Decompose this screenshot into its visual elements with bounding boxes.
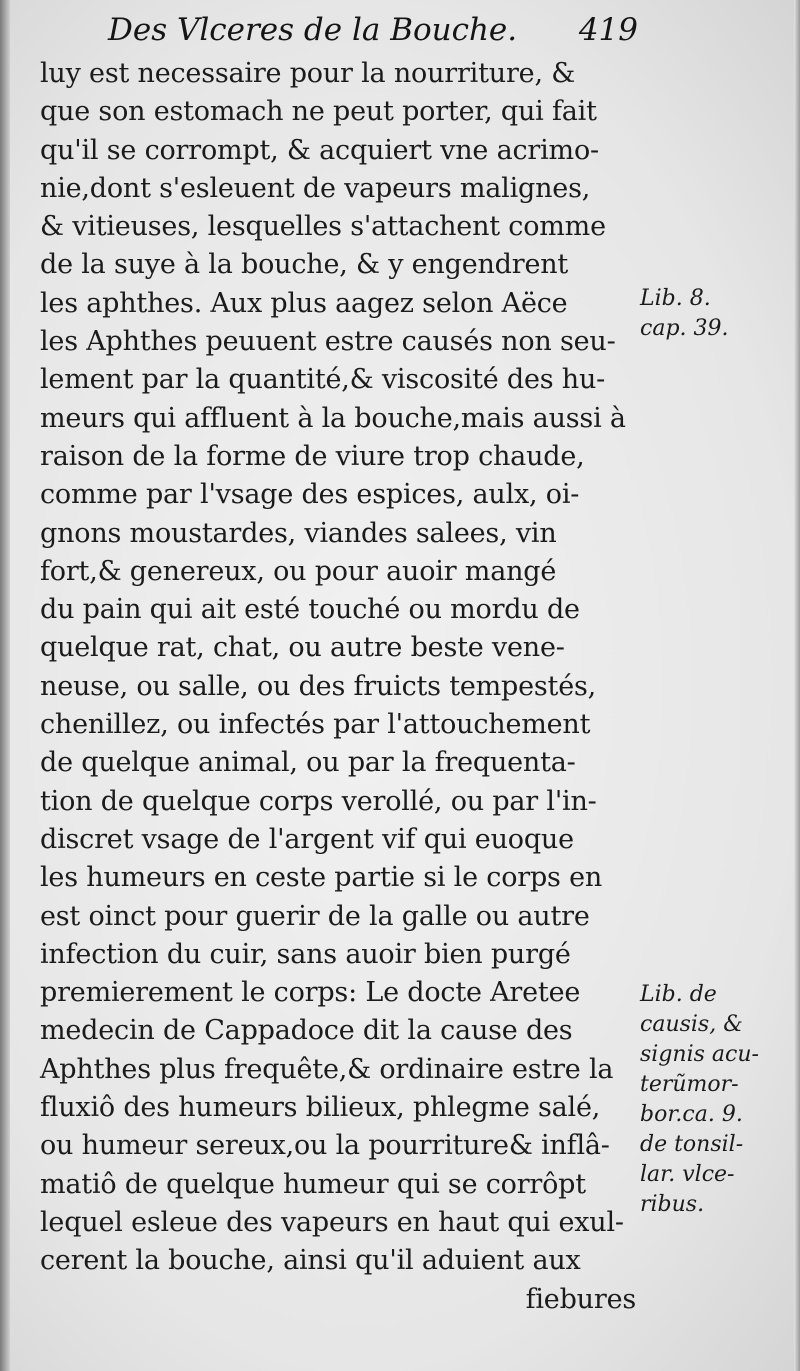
text-line: de quelque animal, ou par la frequenta-: [40, 747, 576, 779]
text-line: comme par l'vsage des espices, aulx, oi-: [40, 479, 580, 511]
page-number: 419: [578, 12, 638, 48]
text-line: & vitieuses, lesquelles s'attachent comme: [40, 211, 606, 243]
text-line: les Aphthes peuuent estre causés non seu-: [40, 326, 616, 358]
text-line: ou humeur sereux,ou la pourriture& inflâ-: [40, 1130, 610, 1162]
text-line: matiô de quelque humeur qui se corrôpt: [40, 1168, 586, 1200]
margin-note-line: ribus.: [640, 1192, 705, 1217]
text-line: fluxiô des humeurs bilieux, phlegme salé,: [40, 1092, 601, 1124]
text-line: de la suye à la bouche, & y engendrent: [40, 249, 569, 281]
margin-note-line: lar. vlce-: [640, 1162, 735, 1187]
text-line: neuse, ou salle, ou des fruicts tempestés,: [40, 670, 597, 702]
text-line: gnons moustardes, viandes salees, vin: [40, 517, 557, 549]
margin-note-line: terũmor-: [640, 1072, 739, 1097]
text-line: du pain qui ait esté touché ou mordu de: [40, 594, 580, 626]
margin-note-line: causis, &: [640, 1012, 743, 1037]
text-line: chenillez, ou infectés par l'attouchement: [40, 709, 591, 741]
text-line: les aphthes. Aux plus aagez selon Aëce: [40, 287, 568, 319]
text-line: luy est necessaire pour la nourriture, &: [40, 58, 576, 89]
margin-note-reference-2: [640, 980, 795, 1220]
text-line: Aphthes plus frequête,& ordinaire estre la: [40, 1053, 614, 1085]
margin-note-reference-1: [640, 284, 790, 344]
page-header: [108, 12, 638, 52]
text-line: lement par la quantité,& viscosité des hu-: [40, 364, 606, 396]
text-line: est oinct pour guerir de la galle ou autre: [40, 900, 590, 932]
text-line: infection du cuir, sans auoir bien purgé: [40, 938, 571, 970]
margin-note-line: Lib. 8.: [640, 286, 711, 311]
margin-note-line: signis acu-: [640, 1042, 759, 1067]
text-line: qu'il se corrompt, & acquiert vne acrimo-: [40, 134, 599, 166]
text-line: raison de la forme de viure trop chaude,: [40, 440, 585, 472]
text-line: cerent la bouche, ainsi qu'il aduient aux: [40, 1245, 581, 1277]
text-line: quelque rat, chat, ou autre beste vene-: [40, 632, 565, 664]
body-text: [40, 55, 636, 1319]
margin-note-line: bor.ca. 9.: [640, 1102, 743, 1127]
running-title: Des Vlceres de la Bouche.: [108, 12, 518, 48]
catchword: fiebures: [525, 1283, 636, 1315]
text-line: que son estomach ne peut porter, qui fait: [40, 96, 597, 128]
text-line: meurs qui affluent à la bouche,mais aussi à: [40, 402, 626, 434]
margin-note-line: Lib. de: [640, 982, 717, 1007]
text-line: discret vsage de l'argent vif qui euoque: [40, 823, 574, 855]
text-line: les humeurs en ceste partie si le corps en: [40, 862, 603, 894]
text-line: lequel esleue des vapeurs en haut qui exul-: [40, 1206, 624, 1238]
page-left-edge-shadow: [0, 0, 10, 1371]
text-line: premierement le corps: Le docte Aretee: [40, 977, 581, 1009]
margin-note-line: cap. 39.: [640, 316, 729, 341]
margin-note-line: de tonsil-: [640, 1132, 744, 1157]
text-line: fort,& genereux, ou pour auoir mangé: [40, 555, 557, 587]
text-line: medecin de Cappadoce dit la cause des: [40, 1015, 573, 1047]
text-line: tion de quelque corps verollé, ou par l'in-: [40, 785, 597, 817]
text-line: nie,dont s'esleuent de vapeurs malignes,: [40, 172, 591, 204]
